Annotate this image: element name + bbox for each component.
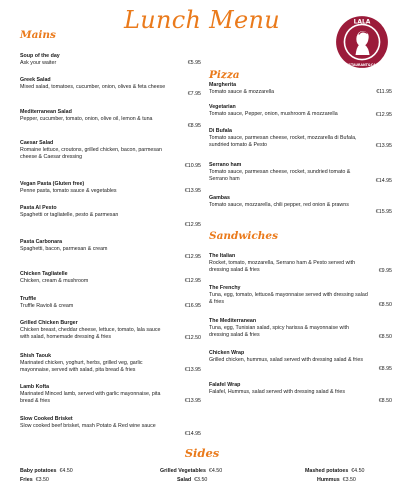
item-desc: Chicken breast, cheddar cheese, lettuce, tomato, lala sauce with salad, homemade dressing & fries — [20, 327, 161, 341]
item-name: Grilled Chicken Burger — [20, 320, 78, 326]
item-name: Gambas — [209, 195, 230, 201]
item-desc: Tomato sauce, Pepper, onion, mushroom & mozzarella — [209, 111, 338, 118]
menu-item — [20, 416, 170, 430]
item-price: €13.95 — [375, 143, 392, 149]
item-name: Slow Cooked Brisket — [20, 416, 73, 422]
item-name: Soup of the day — [20, 53, 60, 59]
item-price: €10.95 — [184, 163, 201, 169]
item-desc: Spaghetti, bacon, parmesan & cream — [20, 246, 108, 253]
item-price: €15.95 — [375, 209, 392, 215]
item-desc: Tomato sauce, mozzarella, chili pepper, red onion & prawns — [209, 202, 349, 209]
item-price: €14.95 — [184, 431, 201, 437]
item-name: Shish Taouk — [20, 353, 52, 359]
item-desc: Tomato sauce, parmesan cheese, rocket, mozzarella di Bufala, sundried tomato & Pesto — [209, 135, 357, 149]
item-name: The Mediterranean — [209, 318, 257, 324]
menu-item — [20, 353, 170, 375]
logo-text-bottom: RESTAURANT&CAFE — [343, 62, 381, 67]
menu-item — [209, 104, 369, 118]
item-desc: Falafel, Hummus, salad served with dressing salad & fries — [209, 389, 346, 396]
item-price: €9.95 — [378, 268, 392, 274]
item-price: €12.95 — [184, 222, 201, 228]
item-price: €13.95 — [184, 398, 201, 404]
side-item: Salad €3.50 — [177, 477, 208, 483]
menu-item — [20, 320, 170, 342]
menu-item — [209, 82, 369, 96]
item-price: €16.95 — [184, 303, 201, 309]
item-price: €5.95 — [187, 60, 201, 66]
menu-item — [209, 382, 369, 396]
item-desc: Grilled chicken, hummus, salad served with dressing salad & fries — [209, 357, 363, 364]
item-name: Caesar Salad — [20, 140, 54, 146]
section-heading-sandwiches: Sandwiches — [209, 230, 279, 242]
item-desc: Tuna, egg, Tunisian salad, spicy harissa & mayonnaise with dressing salad & fries — [209, 325, 349, 339]
item-desc: Tuna, egg, tomato, lettuce& mayonnaise served with dressing salad & fries — [209, 292, 368, 306]
side-item: Grilled Vegetables €4.50 — [160, 468, 223, 474]
side-item: Fries €3.50 — [20, 477, 49, 483]
item-name: Greek Salad — [20, 77, 51, 83]
section-heading-sides: Sides — [184, 446, 220, 460]
item-price: €12.95 — [375, 112, 392, 118]
item-name: Pasta Carbonara — [20, 239, 63, 245]
item-desc: Ask your waiter — [20, 60, 57, 67]
item-name: Vegan Pasta (Gluten free) — [20, 181, 85, 187]
item-name: Lamb Kofta — [20, 384, 50, 390]
item-price: €12.95 — [184, 254, 201, 260]
item-name: Vegetarian — [209, 104, 236, 110]
item-name: Margherita — [209, 82, 237, 88]
item-desc: Rocket, tomato, mozzarella, Serrano ham & Pesto served with dressing salad & fries — [209, 260, 356, 274]
menu-item — [209, 253, 369, 275]
item-name: Serrano ham — [209, 162, 242, 168]
item-desc: Tomato sauce, parmesan cheese, rocket, sundried tomato & Serrano ham — [209, 169, 351, 183]
item-desc: Marinated Minced lamb, served with garlic mayonnaise, pita bread & fries — [20, 391, 161, 405]
item-price: €13.95 — [184, 367, 201, 373]
section-heading-mains: Mains — [20, 29, 56, 41]
menu-title: Lunch Menu — [123, 6, 281, 34]
menu-item — [20, 239, 170, 253]
item-price: €8.50 — [378, 302, 392, 308]
menu-item — [20, 140, 170, 162]
menu-item — [20, 53, 170, 67]
item-price: €14.95 — [375, 178, 392, 184]
item-name: The Italian — [209, 253, 236, 259]
item-name: Chicken Wrap — [209, 350, 245, 356]
item-name: Falafel Wrap — [209, 382, 241, 388]
item-desc: Pepper, cucumber, tomato, onion, olive oil, lemon & tuna — [20, 116, 153, 123]
menu-item — [209, 162, 369, 184]
item-price: €8.95 — [187, 123, 201, 129]
item-desc: Truffle Ravioli & cream — [20, 303, 74, 310]
item-price: €8.95 — [378, 366, 392, 372]
item-desc: Slow cooked beef brisket, mash Potato & Red wine sauce — [20, 423, 156, 430]
item-name: Di Bufala — [209, 128, 232, 134]
item-price: €13.95 — [184, 188, 201, 194]
side-item: Hummus €3.50 — [317, 477, 356, 483]
item-name: Pasta Al Pesto — [20, 205, 57, 211]
menu-item — [209, 128, 369, 150]
restaurant-logo — [335, 15, 389, 69]
menu-item — [20, 271, 170, 285]
item-desc: Romaine lettuce, croutons, grilled chicken, bacon, parmesan cheese & Caesar dressing — [20, 147, 162, 161]
menu-item — [20, 181, 170, 195]
side-item: Baby potatoes €4.50 — [20, 468, 73, 474]
menu-item — [209, 350, 369, 364]
item-desc: Marinated chicken, yoghurt, herbs, grilled veg, garlic mayonnaise, served with salad, pita bread & fries — [20, 360, 143, 374]
item-price: €8.50 — [378, 334, 392, 340]
menu-item — [20, 384, 170, 406]
item-price: €12.95 — [184, 278, 201, 284]
item-name: Chicken Tagliatelle — [20, 271, 68, 277]
item-name: Truffle — [20, 296, 37, 302]
item-desc: Mixed salad, tomatoes, cucumber, onion, olives & feta cheese — [20, 84, 166, 91]
item-price: €12.50 — [184, 335, 201, 341]
logo-text-top: LALA — [353, 18, 371, 26]
menu-item — [209, 318, 369, 340]
item-desc: Tomato sauce & mozzarella — [209, 89, 275, 96]
item-name: Mediterranean Salad — [20, 109, 72, 115]
item-desc: Spaghetti or tagliatelle, pesto & parmesan — [20, 212, 119, 219]
menu-item — [209, 195, 369, 209]
menu-item — [20, 296, 170, 310]
menu-item — [20, 109, 170, 123]
item-desc: Penne pasta, tomato sauce & vegetables — [20, 188, 117, 195]
section-heading-pizza: Pizza — [209, 69, 240, 81]
item-name: The Frenchy — [209, 285, 241, 291]
menu-item — [20, 205, 170, 219]
side-item: Mashed potatoes €4.50 — [305, 468, 365, 474]
item-desc: Chicken, cream & mushroom — [20, 278, 89, 285]
item-price: €11.95 — [376, 89, 392, 95]
item-price: €8.50 — [378, 398, 392, 404]
menu-item — [20, 77, 170, 91]
item-price: €7.95 — [187, 91, 201, 97]
menu-item — [209, 285, 369, 307]
